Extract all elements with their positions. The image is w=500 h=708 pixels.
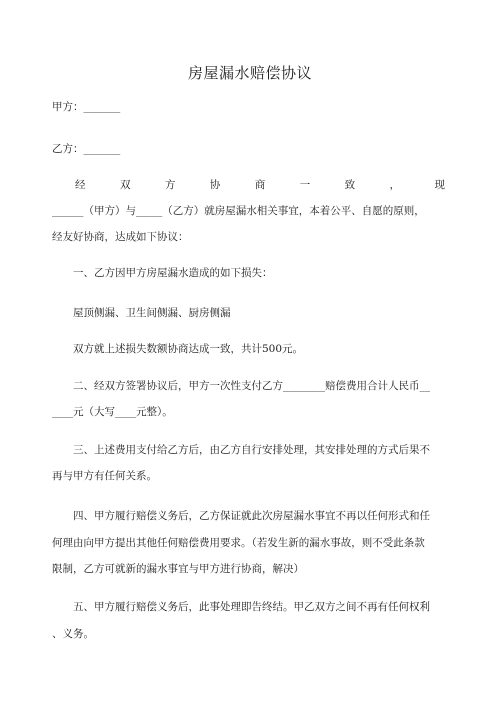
intro-line-3: 经友好协商，达成如下协议： xyxy=(52,231,189,243)
party-a-line: 甲方：_______ xyxy=(52,101,121,113)
clause-1-heading: 一、乙方因甲方房屋漏水造成的如下损失： xyxy=(73,267,273,279)
clause-5-line-1: 五、甲方履行赔偿义务后，此事处理即告终结。甲乙双方之间不再有任何权利 xyxy=(73,601,430,613)
intro-char: 现 xyxy=(434,179,445,191)
intro-char: ， xyxy=(389,179,401,191)
intro-char: 双 xyxy=(119,179,131,191)
clause-4-line-2: 何理由向甲方提出其他任何赔偿费用要求。（若发生新的漏水事故，则不受此条款 xyxy=(52,537,425,549)
clause-3-line-2: 再与甲方有任何关系。 xyxy=(52,470,157,482)
clause-4-line-1: 四、甲方履行赔偿义务后，乙方保证就此次房屋漏水事宜不再以任何形式和任 xyxy=(73,510,430,522)
intro-char: 经 xyxy=(75,179,86,191)
intro-char: 一 xyxy=(299,179,311,191)
intro-char: 商 xyxy=(254,179,266,191)
intro-line-1 xyxy=(75,178,445,192)
clause-1-losses: 屋顶侧漏、卫生间侧漏、厨房侧漏 xyxy=(73,307,231,319)
intro-char: 致 xyxy=(344,179,356,191)
clause-2-line-1: 二、经双方签署协议后，甲方一次性支付乙方________赔偿费用合计人民币__ xyxy=(73,380,430,392)
intro-line-2: ______（甲方）与_____（乙方）就房屋漏水相关事宜，本着公平、自愿的原则， xyxy=(52,205,425,217)
party-b-line: 乙方：_______ xyxy=(52,143,121,155)
clause-1-total: 双方就上述损失数额协商达成一致，共计500元。 xyxy=(73,343,304,355)
clause-5-line-2: 、义务。 xyxy=(52,628,94,640)
clause-2-line-2: ____元（大写____元整）。 xyxy=(52,406,173,418)
intro-char: 方 xyxy=(164,179,176,191)
intro-char: 协 xyxy=(209,179,221,191)
clause-4-line-3: 限制，乙方可就新的漏水事宜与甲方进行协商，解决） xyxy=(52,563,304,575)
document-title: 房屋漏水赔偿协议 xyxy=(187,64,312,82)
clause-3-line-1: 三、上述费用支付给乙方后，由乙方自行安排处理，其安排处理的方式后果不 xyxy=(73,444,430,456)
